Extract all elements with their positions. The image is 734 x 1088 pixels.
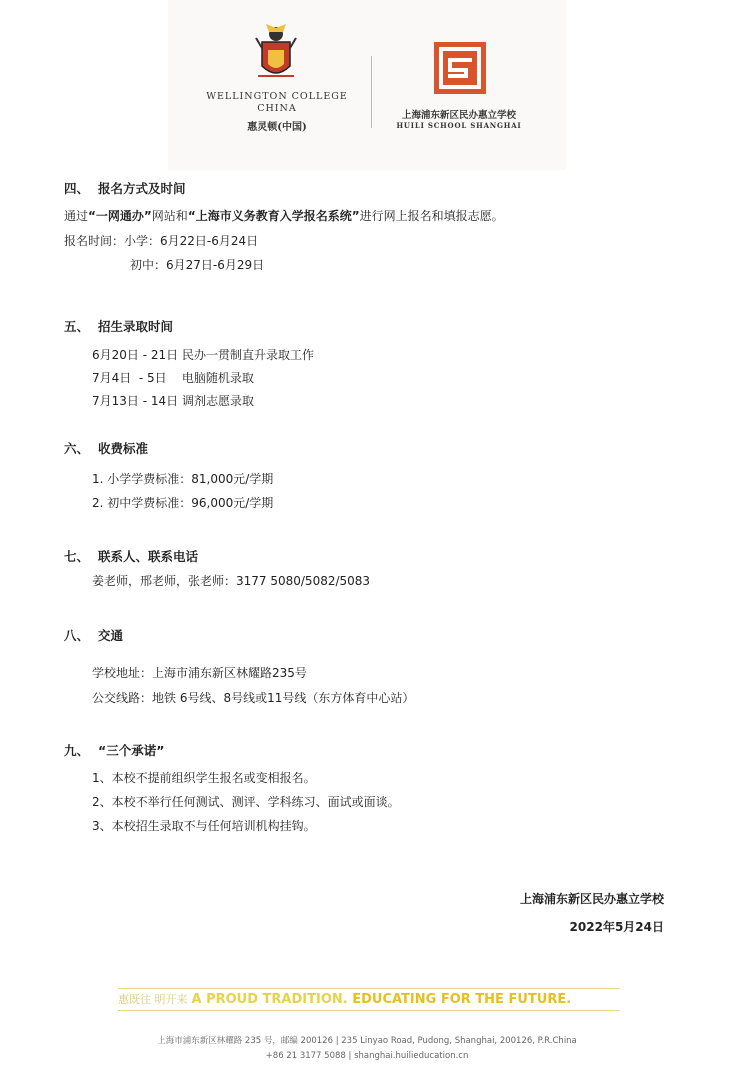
wellington-crest-logo	[248, 20, 304, 86]
huili-school-logo	[434, 42, 486, 94]
section-4-line-1: 通过“一网通办”网站和“上海市义务教育入学报名系统”进行网上报名和填报志愿。	[64, 209, 504, 223]
huili-chinese-name: 上海浦东新区民办惠立学校	[401, 110, 516, 121]
section-4-middle-school-time: 初中：6月27日-6月29日	[130, 258, 265, 272]
slogan-rule-top	[118, 988, 620, 989]
logo-divider	[371, 56, 372, 128]
section-5-item: 7月13日 - 14日 调剂志愿录取	[92, 394, 254, 408]
section-5-item: 6月20日 - 21日 民办一贯制直升录取工作	[92, 348, 314, 362]
section-6-item: 2. 初中学费标准：96,000元/学期	[92, 496, 274, 510]
section-7-heading: 七、 联系人、联系电话	[64, 549, 199, 564]
signature-date: 2022年5月24日	[569, 920, 664, 934]
section-9-item: 1、本校不提前组织学生报名或变相报名。	[92, 771, 316, 785]
section-7-contacts: 姜老师，邢老师，张老师：3177 5080/5082/5083	[92, 574, 371, 588]
slogan-rule-bottom	[118, 1010, 620, 1011]
section-4-heading: 四、 报名方式及时间	[64, 181, 186, 196]
section-9-item: 3、本校招生录取不与任何培训机构挂钩。	[92, 819, 316, 833]
footer-slogan: 惠既往 明开来 A PROUD TRADITION. EDUCATING FOR THE FUTURE.	[118, 992, 572, 1007]
wellington-chinese-name: 惠灵顿(中国)	[247, 122, 307, 133]
signature-school: 上海浦东新区民办惠立学校	[519, 892, 664, 906]
section-6-item: 1. 小学学费标准：81,000元/学期	[92, 472, 274, 486]
section-9-item: 2、本校不举行任何测试、测评、学科练习、面试或面谈。	[92, 795, 400, 809]
section-8-transit: 公交线路：地铁 6号线、8号线或11号线（东方体育中心站）	[92, 691, 415, 705]
section-6-heading: 六、 收费标准	[64, 441, 149, 456]
section-5-item: 7月4日 - 5日 电脑随机录取	[92, 371, 254, 385]
section-8-address: 学校地址：上海市浦东新区林耀路235号	[92, 666, 307, 680]
section-9-heading: 九、 “三个承诺”	[64, 743, 165, 758]
section-8-heading: 八、 交通	[64, 628, 124, 643]
letterhead-banner	[168, 0, 566, 170]
footer-address: 上海市浦东新区林耀路 235 号，邮编 200126 | 235 Linyao Road, Pudong, Shanghai, 200126, P.R.China	[157, 1036, 577, 1046]
huili-english-name: HUILI SCHOOL SHANGHAI	[396, 121, 522, 130]
section-4-registration-time: 报名时间：小学：6月22日-6月24日	[64, 234, 259, 248]
section-5-heading: 五、 招生录取时间	[64, 319, 174, 334]
wellington-name: WELLINGTON COLLEGE CHINA	[206, 91, 348, 114]
footer-contact: +86 21 3177 5088 | shanghai.huilieducation.cn	[265, 1051, 469, 1061]
